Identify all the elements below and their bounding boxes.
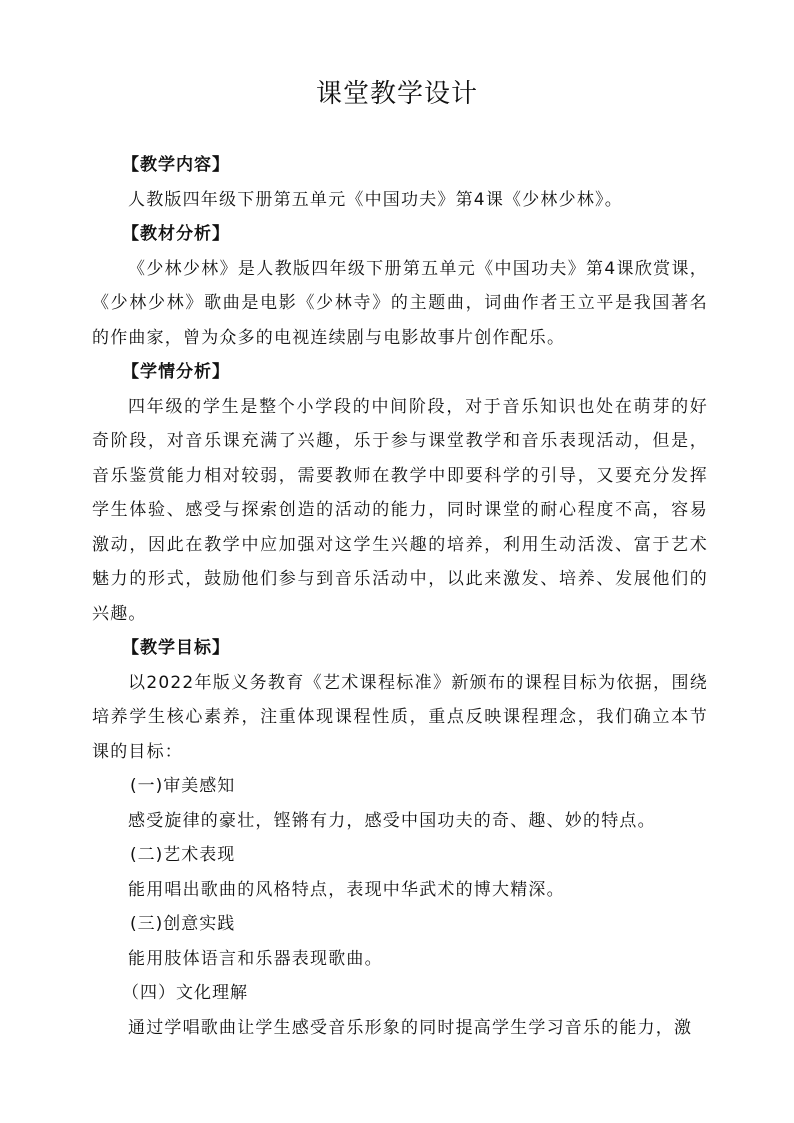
goal-label-practice: (三)创意实践	[130, 914, 236, 934]
goal-label-culture: （四）文化理解	[122, 983, 248, 1003]
section-text-content: 人教版四年级下册第五单元《中国功夫》第4课《少林少林》。	[128, 189, 623, 210]
goal-label-aesthetic: (一)审美感知	[130, 776, 236, 796]
section-text-students: 四年级的学生是整个小学段的中间阶段，对于音乐知识也处在萌芽的好奇阶段，对音乐课充满了兴趣，乐于参与课堂教学和音乐表现活动，但是，音乐鉴赏能力相对较弱，需要教师在教学中即要科学的引导，又要充分发挥学生体验、感受与探索创造的活动的能力，同时课堂的耐心程度不高，容易激动，因此在教学中应加强对这学生兴趣的培养，利用生动活泼、富于艺术魅力的形式，鼓励他们参与到音乐活动中，以此来激发、培养、发展他们的兴趣。	[92, 396, 708, 624]
goal-text-practice: 能用肢体语言和乐器表现歌曲。	[128, 948, 383, 969]
section-text-material: 《少林少林》是人教版四年级下册第五单元《中国功夫》第4课欣赏课，《少林少林》歌曲是电影《少林寺》的主题曲，词曲作者王立平是我国著名的作曲家，曾为众多的电视连续剧与电影故事片创作配乐。	[92, 258, 708, 348]
page-title: 课堂教学设计	[315, 79, 478, 109]
section-text-goals-intro: 以2022年版义务教育《艺术课程标准》新颁布的课程目标为依据，围绕培养学生核心素养，注重体现课程性质，重点反映课程理念，我们确立本节课的目标：	[92, 672, 708, 762]
goal-text-culture: 通过学唱歌曲让学生感受音乐形象的同时提高学生学习音乐的能力，激	[128, 1017, 693, 1038]
goal-text-aesthetic: 感受旋律的豪壮，铿锵有力，感受中国功夫的奇、趣、妙的特点。	[128, 810, 656, 831]
section-heading-goals: 【教学目标】	[122, 638, 230, 658]
document-body	[92, 148, 708, 1045]
section-heading-material: 【教材分析】	[122, 224, 230, 244]
goal-text-performance: 能用唱出歌曲的风格特点，表现中华武术的博大精深。	[128, 879, 565, 900]
section-heading-content: 【教学内容】	[122, 155, 230, 175]
section-heading-students: 【学情分析】	[122, 362, 230, 382]
goal-label-performance: (二)艺术表现	[130, 845, 236, 865]
